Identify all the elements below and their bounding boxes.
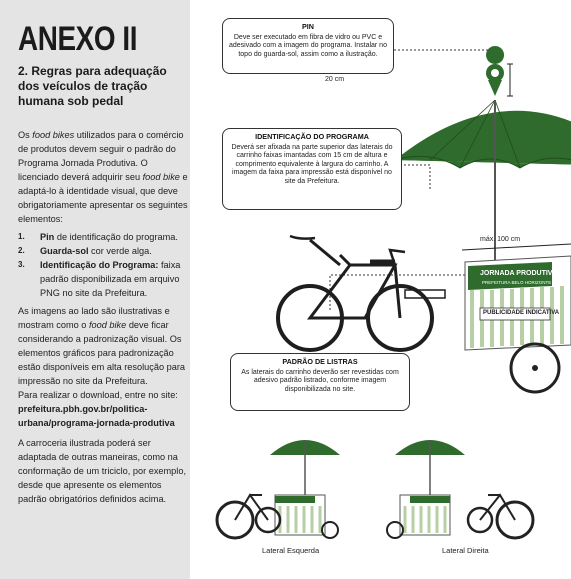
section-subtitle: 2. Regras para adequação dos veículos de tração humana sob pedal xyxy=(18,64,167,108)
width-label: máx. 100 cm xyxy=(480,236,521,243)
left-side-view xyxy=(217,440,340,538)
id-callout: IDENTIFICAÇÃO DO PROGRAMA Deverá ser afixada na parte superior das laterais do carrinho faixas imantadas com 15 cm de altura e comprimento equivalente à largura do carrinho. A imagem da faixa para impressão está disponível no site da Prefeitura. xyxy=(222,128,402,210)
illustration-panel xyxy=(190,0,571,579)
required-elements-list xyxy=(18,230,190,300)
body-text xyxy=(18,128,190,506)
list-item: 1. Pin de identificação do programa. xyxy=(18,232,178,242)
banner-label: JORNADA PRODUTIVA xyxy=(480,270,558,277)
stripes-callout: PADRÃO DE LISTRAS As laterais do carrinho deverão ser revestidas com adesivo padrão listrado, conforme imagem disponibilizada no site. xyxy=(230,353,410,411)
download-link[interactable]: prefeitura.pbh.gov.br/politica-urbana/programa-jornada-produtiva xyxy=(18,404,175,428)
pin-icon xyxy=(486,46,504,96)
pin-leader-line xyxy=(390,50,495,68)
list-item: 3. Identificação do Programa: faixa padrão disponibilizada em arquivo PNG no site da Prefeitura. xyxy=(18,260,181,298)
page-title: ANEXO II xyxy=(18,20,138,58)
food-bike-illustration xyxy=(190,0,571,579)
ad-label: PUBLICIDADE INDICATIVA xyxy=(483,310,560,316)
intro-paragraph: Os food bikes utilizados para o comércio de produtos devem seguir o padrão do Programa Jornada Produtiva. O licenciado deverá adquirir seu food bike e adaptá-lo à identidade visual, que deve obrigatoriamente apresentar os seguintes elementos: xyxy=(18,130,188,224)
pin-callout: PIN Deve ser executado em fibra de vidro ou PVC e adesivado com a imagem do programa. Instalar no topo do guarda-sol, assim como a ilustração. xyxy=(222,18,394,74)
id-leader-line xyxy=(400,165,430,190)
height-label: 20 cm xyxy=(325,76,345,83)
bicycle xyxy=(278,236,445,350)
illustration-paragraph: As imagens ao lado são ilustrativas e mostram como o food bike deve ficar considerando a padronização visual. Os elementos gráficos para padronização estão disponíveis em alta resolução para impressão no site da Prefeitura. xyxy=(18,306,186,386)
right-side-view xyxy=(387,440,533,538)
width-dimension-line xyxy=(462,244,571,250)
download-paragraph: Para realizar o download, entre no site: prefeitura.pbh.gov.br/politica-urbana/programa-jornada-produtiva xyxy=(18,390,178,428)
list-item: 2. Guarda-sol cor verde alga. xyxy=(18,246,152,256)
banner-sub-label: PREFEITURA BELO HORIZONTE xyxy=(482,280,552,285)
left-panel xyxy=(0,0,190,579)
adaptation-paragraph: A carroceria ilustrada poderá ser adaptada de outras maneiras, como na conformação de um triciclo, por exemplo, desde que apresente os elementos padrão obrigatórios definidos acima. xyxy=(18,438,186,504)
right-side-label: Lateral Direita xyxy=(442,546,489,555)
left-side-label: Lateral Esquerda xyxy=(262,546,320,555)
